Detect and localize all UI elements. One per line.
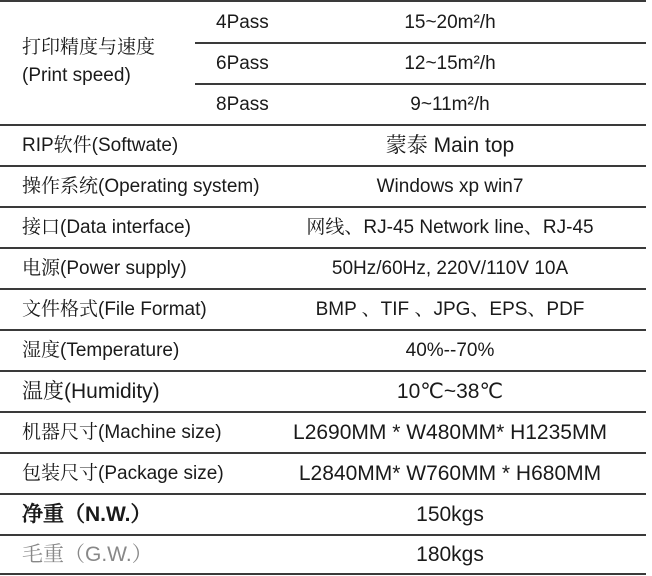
package-size-value: L2840MM* W760MM * H680MM [298, 462, 602, 485]
data-interface-value: 网线、RJ-45 Network line、RJ-45 [306, 217, 594, 238]
gross-weight-label: 毛重（G.W.） [22, 543, 153, 566]
package-size-label: 包装尺寸(Package size) [22, 463, 224, 484]
humidity-range-value: 40%--70% [405, 340, 495, 361]
machine-size-value: L2690MM * W480MM* H1235MM [293, 421, 607, 444]
operating-system-value: Windows xp win7 [376, 176, 524, 197]
temperature-range-value: 10℃~38℃ [396, 380, 504, 403]
net-weight-label: 净重（N.W.） [22, 503, 152, 526]
power-supply-label: 电源(Power supply) [22, 258, 187, 279]
pass-speed: 12~15m²/h [404, 53, 496, 74]
print-speed-label [22, 34, 155, 89]
humidity-range-label: 湿度(Temperature) [22, 340, 180, 361]
machine-size-label: 机器尺寸(Machine size) [22, 422, 222, 443]
pass-mode: 6Pass [216, 53, 269, 74]
pass-speed: 9~11m²/h [410, 94, 490, 115]
file-format-label: 文件格式(File Format) [22, 299, 207, 320]
operating-system-label: 操作系统(Operating system) [22, 176, 260, 197]
power-supply-value: 50Hz/60Hz, 220V/110V 10A [331, 258, 569, 279]
file-format-value: BMP 、TIF 、JPG、EPS、PDF [315, 299, 585, 320]
data-interface-label: 接口(Data interface) [22, 217, 191, 238]
print-speed-label-cn: 打印精度与速度 [22, 37, 156, 58]
pass-speed: 15~20m²/h [404, 11, 496, 33]
table-bottom-border [0, 573, 646, 575]
pass-mode: 4Pass [216, 11, 269, 33]
rip-software-label: RIP软件(Softwate) [22, 135, 179, 156]
print-speed-label-en: (Print speed) [22, 64, 131, 86]
pass-mode: 8Pass [216, 94, 269, 115]
net-weight-value: 150kgs [416, 503, 484, 526]
gross-weight-value: 180kgs [416, 543, 484, 566]
temperature-range-label: 温度(Humidity) [22, 380, 160, 403]
rip-software-value: 蒙泰 Main top [385, 134, 515, 157]
